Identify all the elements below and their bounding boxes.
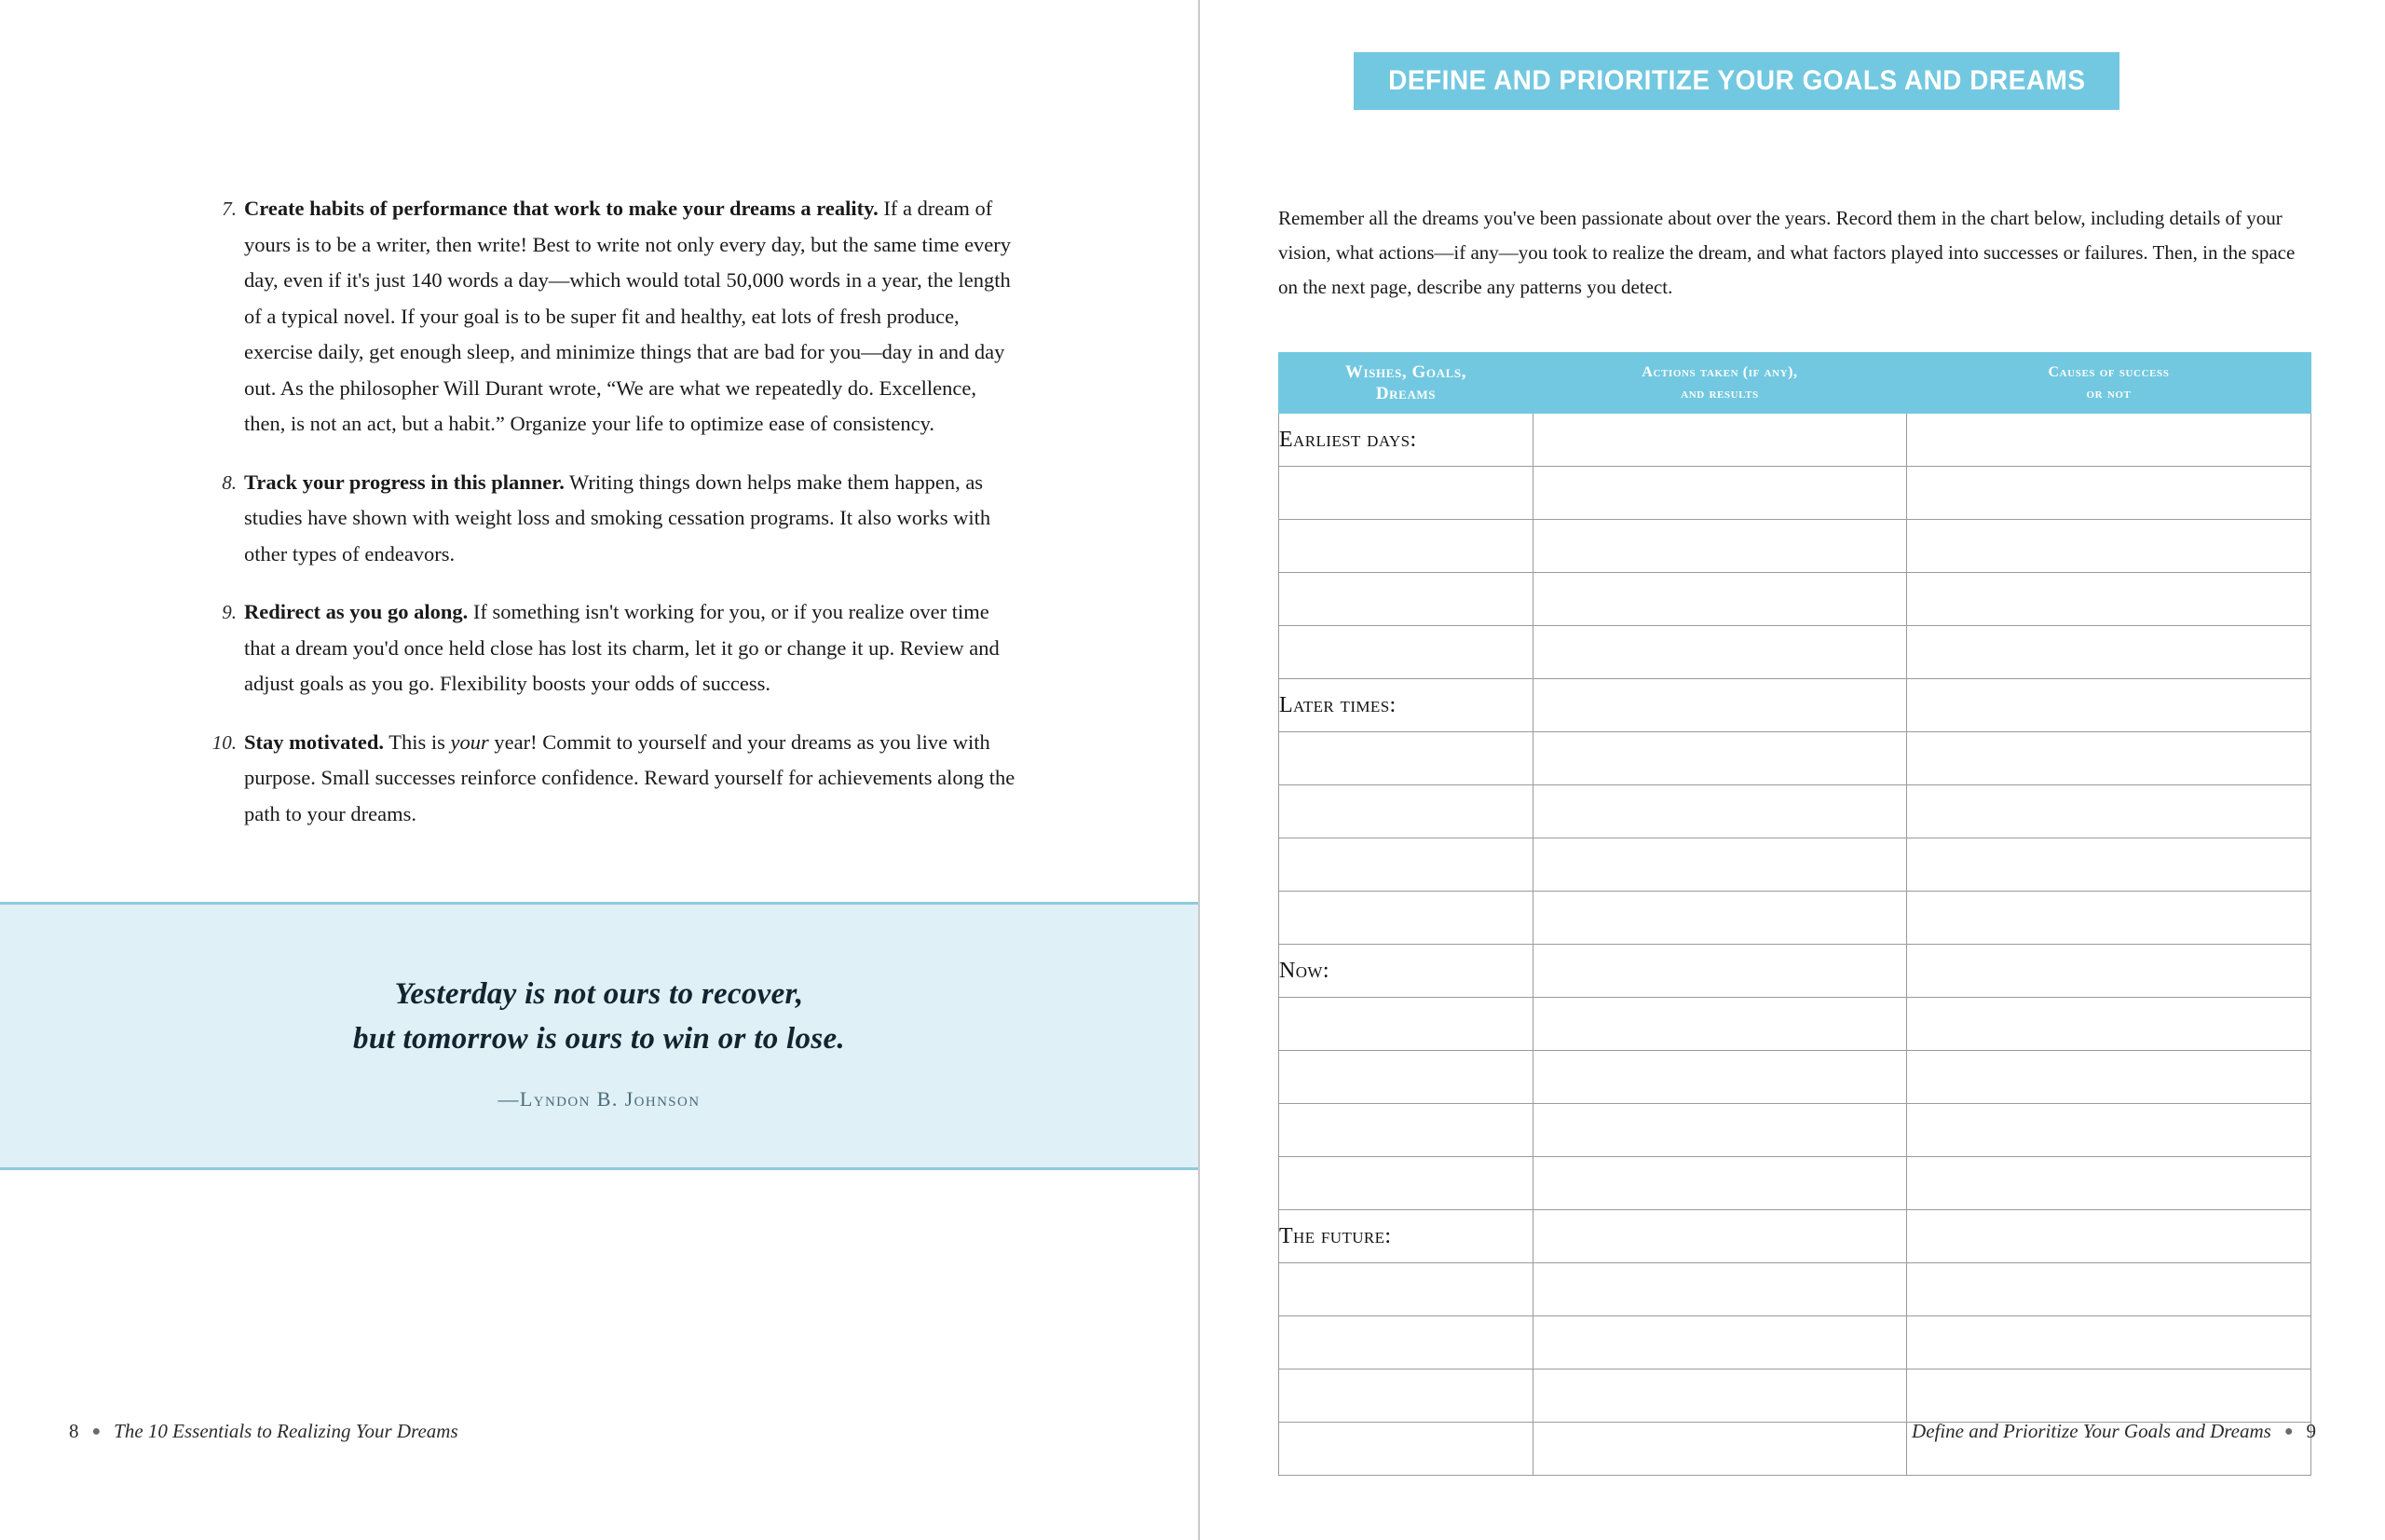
list-item-body-part2: year! Commit to yourself and your dreams as you live with purpose. Small successes reinforce confidence. Reward yourself for achievements along the path to your dreams. [244, 729, 1015, 825]
page-number: 8 [69, 1420, 79, 1442]
column-header-line-1: Causes of success [2048, 364, 2170, 380]
cell-wishes[interactable] [1279, 1157, 1533, 1210]
list-item [207, 725, 1017, 833]
table-body [1279, 414, 2311, 1476]
cell-actions[interactable] [1533, 520, 1907, 573]
column-header-causes-of-success [1907, 353, 2311, 414]
column-header-line-1: Wishes, Goals, [1344, 362, 1467, 382]
footer-chapter-title: Define and Prioritize Your Goals and Dreams [1912, 1420, 2271, 1442]
cell-wishes[interactable] [1279, 732, 1533, 785]
cell-wishes[interactable] [1279, 573, 1533, 626]
section-header-title: DEFINE AND PRIORITIZE YOUR GOALS AND DREAMS [1387, 65, 2086, 96]
table-row [1279, 1051, 2311, 1104]
cell-causes[interactable] [1907, 732, 2311, 785]
column-header-actions-taken [1533, 353, 1907, 414]
cell-causes[interactable] [1907, 838, 2311, 892]
cell-causes[interactable] [1907, 1316, 2311, 1370]
cell-actions[interactable] [1533, 414, 1907, 467]
row-label-the-future: The future: [1279, 1210, 1533, 1263]
row-label-now: Now: [1279, 945, 1533, 998]
list-item-body: If a dream of yours is to be a writer, then write! Best to write not only every day, but the same time every day, even if it's just 140 words a day—which would total 50,000 words in a year, the length of a typical novel. If your goal is to be super fit and healthy, eat lots of fresh produce, exercise daily, get enough sleep, and minimize things that are bad for you—day in and day out. As the philosopher Will Durant wrote, “We are what we repeatedly do. Excellence, then, is not an act, but a habit.” Organize your life to optimize ease of consistency. [244, 197, 1012, 435]
list-item-number: 8. [222, 470, 237, 494]
table-row [1279, 998, 2311, 1051]
cell-wishes[interactable] [1279, 838, 1533, 892]
table-row [1279, 520, 2311, 573]
table-row [1279, 467, 2311, 520]
quote-text-line-2: but tomorrow is ours to win or to lose. [353, 1022, 845, 1056]
cell-wishes[interactable] [1279, 1051, 1533, 1104]
table-row [1279, 892, 2311, 945]
cell-wishes[interactable] [1279, 785, 1533, 838]
table-row [1279, 1370, 2311, 1423]
cell-causes[interactable] [1907, 892, 2311, 945]
cell-actions[interactable] [1533, 892, 1907, 945]
page-number: 9 [2306, 1420, 2316, 1442]
list-item [207, 191, 1017, 443]
list-item-number: 9. [222, 601, 237, 623]
section-intro-text: Remember all the dreams you've been passionate about over the years. Record them in the chart below, including details of your vision, what actions—if any—you took to realize the dream, and what factors played into successes or failures. Then, in the space on the next page, describe any patterns you detect. [1278, 207, 2296, 298]
cell-actions[interactable] [1533, 785, 1907, 838]
bullet-icon: ● [91, 1423, 102, 1439]
table-row [1279, 414, 2311, 467]
column-header-line-2: or not [2086, 386, 2132, 402]
table-row [1279, 1210, 2311, 1263]
cell-actions[interactable] [1533, 998, 1907, 1051]
table-row [1279, 1104, 2311, 1157]
essentials-list [207, 191, 1017, 854]
row-label-earliest-days: Earliest days: [1279, 414, 1533, 467]
cell-causes[interactable] [1907, 1051, 2311, 1104]
cell-actions[interactable] [1533, 1370, 1907, 1423]
cell-causes[interactable] [1907, 626, 2311, 679]
list-item-body-part1: This is [384, 729, 451, 754]
cell-causes[interactable] [1907, 998, 2311, 1051]
cell-causes[interactable] [1907, 1263, 2311, 1316]
quote-text-line-1: Yesterday is not ours to recover, [394, 977, 804, 1011]
column-header-line-2: and results [1681, 386, 1759, 402]
list-item-lead: Redirect as you go along. [244, 600, 469, 623]
bullet-icon: ● [2283, 1423, 2294, 1439]
column-header-line-1: Actions taken (if any), [1642, 364, 1798, 380]
left-page-footer [69, 1420, 458, 1443]
cell-causes[interactable] [1907, 414, 2311, 467]
table-row [1279, 1316, 2311, 1370]
table-row [1279, 785, 2311, 838]
table-header [1279, 353, 2311, 414]
cell-actions[interactable] [1533, 1263, 1907, 1316]
cell-wishes[interactable] [1279, 467, 1533, 520]
cell-causes[interactable] [1907, 573, 2311, 626]
cell-actions[interactable] [1533, 1210, 1907, 1263]
cell-wishes[interactable] [1279, 1423, 1533, 1476]
footer-chapter-title: The 10 Essentials to Realizing Your Dreams [114, 1420, 458, 1442]
cell-causes[interactable] [1907, 1370, 2311, 1423]
right-page-footer [1912, 1420, 2316, 1443]
cell-actions[interactable] [1533, 467, 1907, 520]
list-item-number: 10. [211, 730, 237, 754]
table-row [1279, 1157, 2311, 1210]
cell-causes[interactable] [1907, 1157, 2311, 1210]
list-item-body: Writing things down helps make them happen, as studies have shown with weight loss and smoking cessation programs. It also works with other types of endeavors. [244, 470, 991, 566]
cell-actions[interactable] [1533, 1051, 1907, 1104]
list-item-body: If something isn't working for you, or if you realize over time that a dream you'd once held close has lost its charm, let it go or change it up. Review and adjust goals as you go. Flexibility boosts your odds of success. [244, 600, 1000, 695]
cell-causes[interactable] [1907, 520, 2311, 573]
cell-actions[interactable] [1533, 945, 1907, 998]
cell-causes[interactable] [1907, 1104, 2311, 1157]
cell-actions[interactable] [1533, 1104, 1907, 1157]
list-item [207, 594, 1017, 702]
column-header-line-2: Dreams [1375, 384, 1437, 403]
cell-wishes[interactable] [1279, 892, 1533, 945]
list-item [207, 465, 1017, 573]
table-row [1279, 945, 2311, 998]
list-item-number: 7. [222, 198, 237, 220]
cell-wishes[interactable] [1279, 1263, 1533, 1316]
cell-wishes[interactable] [1279, 1316, 1533, 1370]
table-row [1279, 626, 2311, 679]
cell-causes[interactable] [1907, 467, 2311, 520]
cell-causes[interactable] [1907, 679, 2311, 732]
cell-causes[interactable] [1907, 945, 2311, 998]
table-header-row [1279, 353, 2311, 414]
section-header-banner [1354, 52, 2119, 110]
right-page [1200, 0, 2385, 1540]
cell-actions[interactable] [1533, 1157, 1907, 1210]
table-row [1279, 732, 2311, 785]
quote-attribution: —Lyndon B. Johnson [497, 1087, 701, 1111]
list-item-lead: Track your progress in this planner. [244, 470, 565, 494]
table-row [1279, 573, 2311, 626]
row-label-later-times: Later times: [1279, 679, 1533, 732]
dreams-chart-table [1278, 352, 2311, 1476]
cell-actions[interactable] [1533, 838, 1907, 892]
cell-causes[interactable] [1907, 1210, 2311, 1263]
list-item-body-emphasis: your [450, 729, 489, 754]
cell-wishes[interactable] [1279, 626, 1533, 679]
cell-actions[interactable] [1533, 1316, 1907, 1370]
table-row [1279, 679, 2311, 732]
cell-actions[interactable] [1533, 1423, 1907, 1476]
quote-band [0, 902, 1198, 1170]
cell-wishes[interactable] [1279, 520, 1533, 573]
cell-causes[interactable] [1907, 785, 2311, 838]
list-item-lead: Stay motivated. [244, 729, 384, 754]
column-header-wishes-goals-dreams [1279, 353, 1533, 414]
cell-actions[interactable] [1533, 732, 1907, 785]
cell-wishes[interactable] [1279, 998, 1533, 1051]
cell-wishes[interactable] [1279, 1104, 1533, 1157]
cell-actions[interactable] [1533, 679, 1907, 732]
cell-actions[interactable] [1533, 626, 1907, 679]
cell-actions[interactable] [1533, 573, 1907, 626]
table-row [1279, 1263, 2311, 1316]
list-item-lead: Create habits of performance that work to make your dreams a reality. [244, 197, 879, 220]
table-row [1279, 838, 2311, 892]
cell-wishes[interactable] [1279, 1370, 1533, 1423]
